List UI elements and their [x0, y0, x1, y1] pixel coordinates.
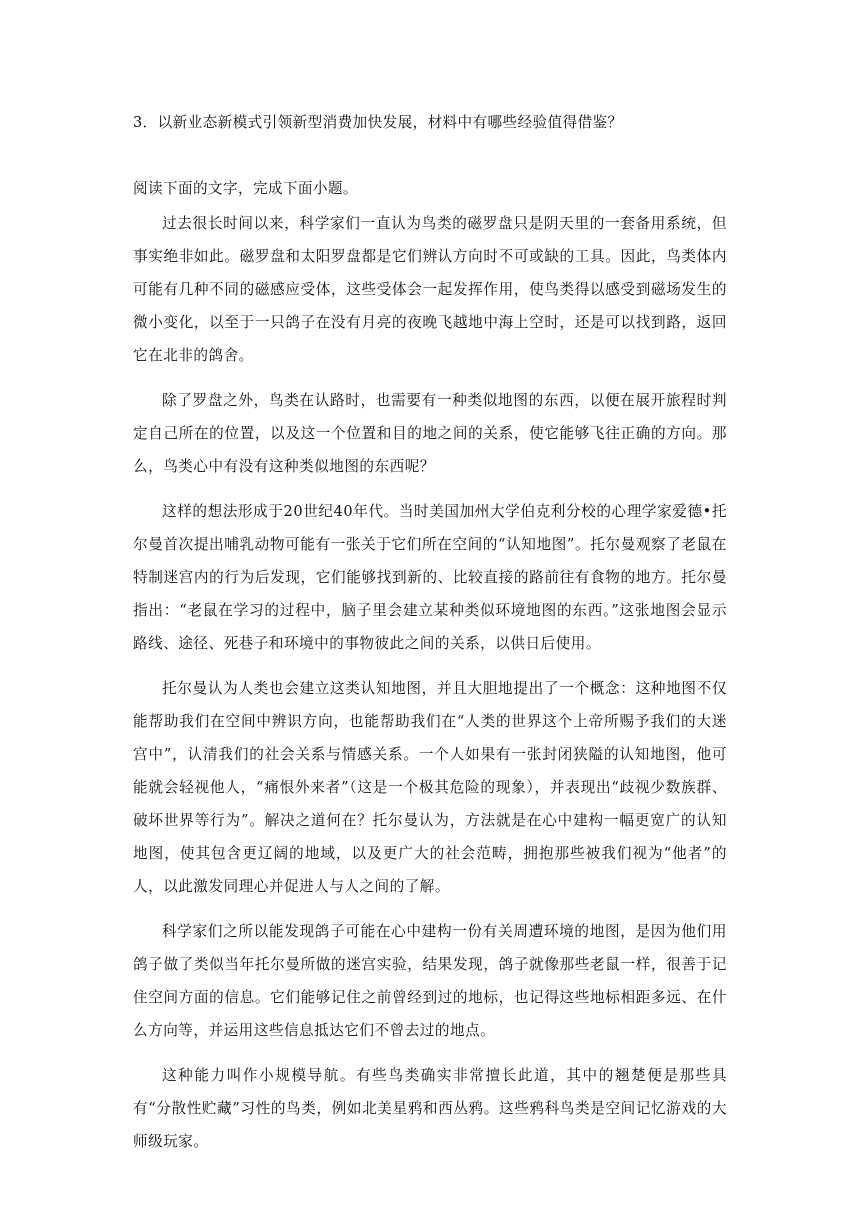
- passage-paragraph-5: 科学家们之所以能发现鸽子可能在心中建构一份有关周遭环境的地图，是因为他们用鸽子做了类似当年托尔曼所做的迷宫实验，结果发现，鸽子就像那些老鼠一样，很善于记住空间方面的信息。它们能够记住之前曾经到过的地标，也记得这些地标相距多远、在什么方向等，并运用这些信息抵达它们不曾去过的地点。: [133, 923, 727, 1039]
- reading-passage: [133, 207, 727, 1170]
- passage-paragraph-4: 托尔曼认为人类也会建立这类认知地图，并且大胆地提出了一个概念：这种地图不仅能帮助我们在空间中辨识方向，也能帮助我们在“人类的世界这个上帝所赐予我们的大迷宫中”，认清我们的社会关系与情感关系。一个人如果有一张封闭狭隘的认知地图，他可能就会轻视他人，“痛恨外来者”（这是一个极其危险的现象），并表现出“歧视少数族群、破坏世界等行为”。解决之道何在？托尔曼认为，方法就是在心中建构一幅更宽广的认知地图，使其包含更辽阔的地域，以及更广大的社会范畴，拥抱那些被我们视为“他者”的人，以此激发同理心并促进人与人之间的了解。: [133, 680, 727, 895]
- passage-paragraph-3: 这样的想法形成于20世纪40年代。当时美国加州大学伯克利分校的心理学家爱德•托尔曼首次提出哺乳动物可能有一张关于它们所在空间的“认知地图”。托尔曼观察了老鼠在特制迷宫内的行为后发现，它们能够找到新的、比较直接的路前往有食物的地方。托尔曼指出：“老鼠在学习的过程中，脑子里会建立某种类似环境地图的东西。”这张地图会显示路线、途径、死巷子和环境中的事物彼此之间的关系，以供日后使用。: [133, 503, 727, 652]
- question-3: 3．以新业态新模式引领新型消费加快发展，材料中有哪些经验值得借鉴？: [133, 114, 623, 131]
- passage-paragraph-1: 过去很长时间以来，科学家们一直认为鸟类的磁罗盘只是阴天里的一套备用系统，但事实绝非如此。磁罗盘和太阳罗盘都是它们辨认方向时不可或缺的工具。因此，鸟类体内可能有几种不同的磁感应受体，这些受体会一起发挥作用，使鸟类得以感受到磁场发生的微小变化，以至于一只鸽子在没有月亮的夜晚飞越地中海上空时，还是可以找到路，返回它在北非的鸽舍。: [133, 215, 727, 364]
- passage-paragraph-2: 除了罗盘之外，鸟类在认路时，也需要有一种类似地图的东西，以便在展开旅程时判定自己所在的位置，以及这一个位置和目的地之间的关系，使它能够飞往正确的方向。那么，鸟类心中有没有这种类似地图的东西呢？: [133, 392, 727, 475]
- reading-instruction: 阅读下面的文字，完成下面小题。: [133, 180, 358, 197]
- passage-paragraph-6: 这种能力叫作小规模导航。有些鸟类确实非常擅长此道，其中的翘楚便是那些具有“分散性贮藏”习性的鸟类，例如北美星鸦和西丛鸦。这些鸦科鸟类是空间记忆游戏的大师级玩家。: [133, 1067, 727, 1150]
